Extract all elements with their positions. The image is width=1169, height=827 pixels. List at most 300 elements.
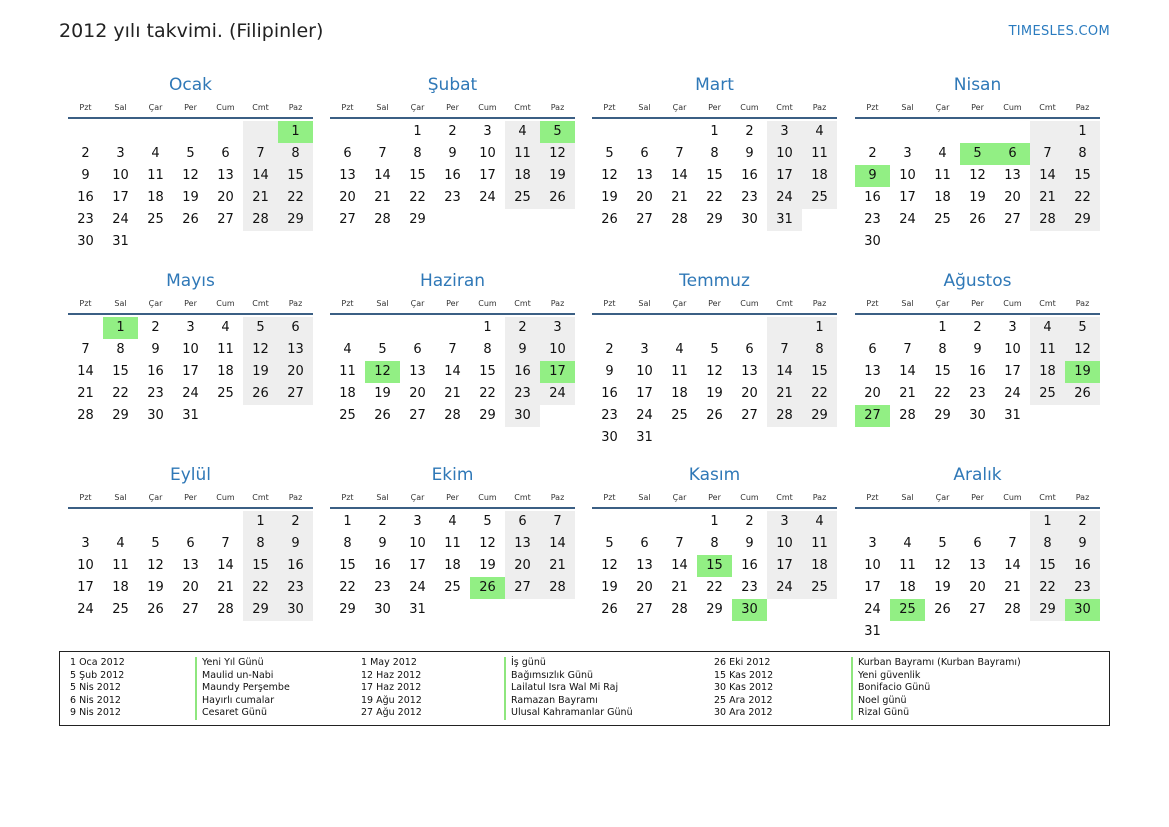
day-cell[interactable]: 3 [81, 536, 90, 551]
day-cell[interactable]: 26 [182, 212, 199, 227]
day-cell[interactable]: 17 [77, 580, 94, 595]
day-cell[interactable]: 1 [1065, 121, 1100, 143]
day-cell[interactable]: 10 [479, 146, 496, 161]
day-cell[interactable]: 18 [899, 580, 916, 595]
day-cell[interactable]: 8 [710, 536, 719, 551]
day-cell[interactable]: 9 [605, 364, 614, 379]
day-cell[interactable]: 28 [217, 602, 234, 617]
day-cell[interactable]: 16 [741, 168, 758, 183]
day-cell[interactable]: 29 [802, 405, 837, 427]
day-cell[interactable]: 12 [182, 168, 199, 183]
day-cell[interactable]: 3 [413, 514, 422, 529]
day-cell[interactable]: 20 [217, 190, 234, 205]
day-cell[interactable]: 1 [243, 511, 278, 533]
day-cell[interactable]: 23 [278, 577, 313, 599]
day-cell[interactable]: 15 [706, 168, 723, 183]
day-cell[interactable]: 15 [278, 165, 313, 187]
day-cell[interactable]: 19 [934, 580, 951, 595]
day-cell[interactable]: 1 [1030, 511, 1065, 533]
day-cell[interactable]: 13 [278, 339, 313, 361]
day-cell[interactable]: 29 [278, 209, 313, 231]
day-cell[interactable]: 7 [378, 146, 387, 161]
day-cell[interactable]: 17 [899, 190, 916, 205]
day-cell[interactable]: 8 [710, 146, 719, 161]
day-cell[interactable]: 2 [378, 514, 387, 529]
day-cell[interactable]: 9 [81, 168, 90, 183]
day-cell[interactable]: 14 [374, 168, 391, 183]
day-cell[interactable]: 29 [1030, 599, 1065, 621]
day-cell[interactable]: 24 [767, 187, 802, 209]
day-cell[interactable]: 28 [540, 577, 575, 599]
day-cell[interactable]: 12 [243, 339, 278, 361]
day-cell[interactable]: 13 [1004, 168, 1021, 183]
day-cell[interactable]: 2 [605, 342, 614, 357]
day-cell[interactable]: 9 [505, 339, 540, 361]
day-cell[interactable]: 16 [741, 558, 758, 573]
day-cell[interactable]: 2 [278, 511, 313, 533]
day-cell[interactable]: 13 [505, 533, 540, 555]
day-cell[interactable]: 22 [243, 577, 278, 599]
day-cell[interactable]: 5 [151, 536, 160, 551]
day-cell[interactable]: 2 [973, 320, 982, 335]
day-cell[interactable]: 26 [969, 212, 986, 227]
day-cell[interactable]: 13 [636, 168, 653, 183]
day-cell[interactable]: 20 [339, 190, 356, 205]
day-cell[interactable]: 19 [540, 165, 575, 187]
day-cell[interactable]: 18 [217, 364, 234, 379]
day-cell[interactable]: 18 [444, 558, 461, 573]
day-cell[interactable]: 16 [278, 555, 313, 577]
day-cell[interactable]: 8 [483, 342, 492, 357]
day-cell[interactable]: 18 [802, 555, 837, 577]
day-cell[interactable]: 21 [671, 190, 688, 205]
day-cell[interactable]: 5 [186, 146, 195, 161]
day-cell[interactable]: 21 [77, 386, 94, 401]
day-cell[interactable]: 28 [243, 209, 278, 231]
day-cell[interactable]: 4 [675, 342, 684, 357]
day-cell[interactable]: 29 [409, 212, 426, 227]
day-cell[interactable]: 24 [767, 577, 802, 599]
day-cell[interactable]: 6 [505, 511, 540, 533]
day-cell[interactable]: 3 [483, 124, 492, 139]
day-cell[interactable]: 23 [1065, 577, 1100, 599]
day-cell[interactable]: 31 [182, 408, 199, 423]
day-cell[interactable]: 3 [903, 146, 912, 161]
day-cell[interactable]: 21 [217, 580, 234, 595]
day-cell[interactable]: 30 [601, 430, 618, 445]
day-cell[interactable]: 17 [636, 386, 653, 401]
day-cell[interactable]: 9 [378, 536, 387, 551]
day-cell[interactable]: 22 [1065, 187, 1100, 209]
day-cell[interactable]: 14 [1004, 558, 1021, 573]
day-cell[interactable]: 31 [864, 624, 881, 639]
day-cell[interactable]: 27 [505, 577, 540, 599]
holiday-day-cell[interactable]: 5 [540, 121, 575, 143]
day-cell[interactable]: 1 [710, 124, 719, 139]
day-cell[interactable]: 31 [636, 430, 653, 445]
day-cell[interactable]: 7 [221, 536, 230, 551]
day-cell[interactable]: 11 [147, 168, 164, 183]
day-cell[interactable]: 20 [182, 580, 199, 595]
day-cell[interactable]: 4 [1030, 317, 1065, 339]
day-cell[interactable]: 3 [540, 317, 575, 339]
day-cell[interactable]: 2 [745, 124, 754, 139]
day-cell[interactable]: 4 [802, 511, 837, 533]
day-cell[interactable]: 24 [899, 212, 916, 227]
day-cell[interactable]: 1 [343, 514, 352, 529]
day-cell[interactable]: 3 [640, 342, 649, 357]
day-cell[interactable]: 5 [605, 146, 614, 161]
day-cell[interactable]: 23 [741, 580, 758, 595]
day-cell[interactable]: 7 [1030, 143, 1065, 165]
day-cell[interactable]: 18 [671, 386, 688, 401]
day-cell[interactable]: 7 [448, 342, 457, 357]
day-cell[interactable]: 3 [767, 121, 802, 143]
day-cell[interactable]: 20 [636, 580, 653, 595]
day-cell[interactable]: 3 [868, 536, 877, 551]
day-cell[interactable]: 7 [540, 511, 575, 533]
day-cell[interactable]: 26 [147, 602, 164, 617]
day-cell[interactable]: 7 [903, 342, 912, 357]
day-cell[interactable]: 16 [1065, 555, 1100, 577]
day-cell[interactable]: 9 [448, 146, 457, 161]
day-cell[interactable]: 8 [278, 143, 313, 165]
day-cell[interactable]: 19 [243, 361, 278, 383]
day-cell[interactable]: 16 [374, 558, 391, 573]
day-cell[interactable]: 10 [112, 168, 129, 183]
day-cell[interactable]: 3 [116, 146, 125, 161]
day-cell[interactable]: 23 [969, 386, 986, 401]
day-cell[interactable]: 7 [243, 143, 278, 165]
day-cell[interactable]: 1 [938, 320, 947, 335]
day-cell[interactable]: 20 [969, 580, 986, 595]
day-cell[interactable]: 2 [505, 317, 540, 339]
day-cell[interactable]: 11 [802, 533, 837, 555]
day-cell[interactable]: 12 [601, 168, 618, 183]
day-cell[interactable]: 14 [243, 165, 278, 187]
day-cell[interactable]: 31 [1004, 408, 1021, 423]
day-cell[interactable]: 17 [409, 558, 426, 573]
day-cell[interactable]: 23 [444, 190, 461, 205]
day-cell[interactable]: 22 [706, 580, 723, 595]
day-cell[interactable]: 14 [217, 558, 234, 573]
day-cell[interactable]: 17 [479, 168, 496, 183]
day-cell[interactable]: 23 [77, 212, 94, 227]
day-cell[interactable]: 8 [1030, 533, 1065, 555]
day-cell[interactable]: 10 [899, 168, 916, 183]
day-cell[interactable]: 9 [973, 342, 982, 357]
day-cell[interactable]: 9 [278, 533, 313, 555]
day-cell[interactable]: 21 [243, 187, 278, 209]
day-cell[interactable]: 16 [969, 364, 986, 379]
day-cell[interactable]: 17 [182, 364, 199, 379]
day-cell[interactable]: 15 [112, 364, 129, 379]
day-cell[interactable]: 22 [802, 383, 837, 405]
day-cell[interactable]: 21 [374, 190, 391, 205]
day-cell[interactable]: 28 [899, 408, 916, 423]
day-cell[interactable]: 28 [1004, 602, 1021, 617]
day-cell[interactable]: 9 [1065, 533, 1100, 555]
day-cell[interactable]: 22 [934, 386, 951, 401]
day-cell[interactable]: 9 [745, 146, 754, 161]
day-cell[interactable]: 23 [601, 408, 618, 423]
day-cell[interactable]: 6 [278, 317, 313, 339]
day-cell[interactable]: 15 [802, 361, 837, 383]
day-cell[interactable]: 21 [671, 580, 688, 595]
day-cell[interactable]: 28 [374, 212, 391, 227]
day-cell[interactable]: 24 [636, 408, 653, 423]
day-cell[interactable]: 27 [182, 602, 199, 617]
day-cell[interactable]: 6 [186, 536, 195, 551]
day-cell[interactable]: 6 [640, 146, 649, 161]
day-cell[interactable]: 29 [706, 212, 723, 227]
day-cell[interactable]: 12 [147, 558, 164, 573]
day-cell[interactable]: 9 [151, 342, 160, 357]
day-cell[interactable]: 14 [540, 533, 575, 555]
day-cell[interactable]: 9 [745, 536, 754, 551]
day-cell[interactable]: 26 [243, 383, 278, 405]
holiday-day-cell[interactable]: 30 [732, 599, 767, 621]
day-cell[interactable]: 15 [339, 558, 356, 573]
day-cell[interactable]: 15 [934, 364, 951, 379]
day-cell[interactable]: 10 [636, 364, 653, 379]
day-cell[interactable]: 27 [1004, 212, 1021, 227]
day-cell[interactable]: 19 [479, 558, 496, 573]
day-cell[interactable]: 3 [1008, 320, 1017, 335]
day-cell[interactable]: 23 [864, 212, 881, 227]
day-cell[interactable]: 24 [1004, 386, 1021, 401]
day-cell[interactable]: 7 [1008, 536, 1017, 551]
day-cell[interactable]: 23 [374, 580, 391, 595]
day-cell[interactable]: 11 [934, 168, 951, 183]
day-cell[interactable]: 16 [601, 386, 618, 401]
day-cell[interactable]: 18 [147, 190, 164, 205]
day-cell[interactable]: 11 [802, 143, 837, 165]
day-cell[interactable]: 31 [767, 209, 802, 231]
day-cell[interactable]: 10 [767, 143, 802, 165]
day-cell[interactable]: 22 [409, 190, 426, 205]
day-cell[interactable]: 26 [601, 212, 618, 227]
day-cell[interactable]: 22 [706, 190, 723, 205]
day-cell[interactable]: 30 [374, 602, 391, 617]
day-cell[interactable]: 14 [444, 364, 461, 379]
day-cell[interactable]: 15 [409, 168, 426, 183]
day-cell[interactable]: 3 [186, 320, 195, 335]
day-cell[interactable]: 19 [182, 190, 199, 205]
holiday-day-cell[interactable]: 6 [995, 143, 1030, 165]
day-cell[interactable]: 16 [147, 364, 164, 379]
day-cell[interactable]: 6 [973, 536, 982, 551]
day-cell[interactable]: 29 [112, 408, 129, 423]
day-cell[interactable]: 29 [243, 599, 278, 621]
day-cell[interactable]: 10 [409, 536, 426, 551]
day-cell[interactable]: 14 [899, 364, 916, 379]
day-cell[interactable]: 26 [374, 408, 391, 423]
day-cell[interactable]: 18 [505, 165, 540, 187]
day-cell[interactable]: 2 [745, 514, 754, 529]
day-cell[interactable]: 28 [671, 212, 688, 227]
day-cell[interactable]: 15 [1065, 165, 1100, 187]
holiday-day-cell[interactable]: 1 [103, 317, 138, 339]
day-cell[interactable]: 16 [77, 190, 94, 205]
day-cell[interactable]: 4 [116, 536, 125, 551]
day-cell[interactable]: 27 [969, 602, 986, 617]
day-cell[interactable]: 6 [745, 342, 754, 357]
day-cell[interactable]: 21 [767, 383, 802, 405]
day-cell[interactable]: 2 [1065, 511, 1100, 533]
day-cell[interactable]: 8 [343, 536, 352, 551]
day-cell[interactable]: 25 [802, 187, 837, 209]
day-cell[interactable]: 28 [444, 408, 461, 423]
day-cell[interactable]: 29 [339, 602, 356, 617]
day-cell[interactable]: 30 [505, 405, 540, 427]
day-cell[interactable]: 3 [767, 511, 802, 533]
day-cell[interactable]: 5 [483, 514, 492, 529]
day-cell[interactable]: 12 [540, 143, 575, 165]
day-cell[interactable]: 1 [710, 514, 719, 529]
day-cell[interactable]: 22 [278, 187, 313, 209]
day-cell[interactable]: 13 [339, 168, 356, 183]
day-cell[interactable]: 12 [479, 536, 496, 551]
brand-link[interactable]: TIMESLES.COM [1008, 24, 1110, 39]
day-cell[interactable]: 26 [934, 602, 951, 617]
day-cell[interactable]: 7 [767, 339, 802, 361]
day-cell[interactable]: 20 [864, 386, 881, 401]
day-cell[interactable]: 18 [1030, 361, 1065, 383]
day-cell[interactable]: 28 [671, 602, 688, 617]
day-cell[interactable]: 4 [151, 146, 160, 161]
day-cell[interactable]: 5 [378, 342, 387, 357]
day-cell[interactable]: 20 [278, 361, 313, 383]
day-cell[interactable]: 20 [505, 555, 540, 577]
holiday-day-cell[interactable]: 26 [470, 577, 505, 599]
day-cell[interactable]: 5 [938, 536, 947, 551]
day-cell[interactable]: 17 [1004, 364, 1021, 379]
day-cell[interactable]: 4 [903, 536, 912, 551]
day-cell[interactable]: 4 [505, 121, 540, 143]
day-cell[interactable]: 2 [448, 124, 457, 139]
day-cell[interactable]: 20 [741, 386, 758, 401]
day-cell[interactable]: 27 [339, 212, 356, 227]
holiday-day-cell[interactable]: 25 [890, 599, 925, 621]
day-cell[interactable]: 23 [741, 190, 758, 205]
day-cell[interactable]: 4 [938, 146, 947, 161]
day-cell[interactable]: 11 [505, 143, 540, 165]
day-cell[interactable]: 15 [1030, 555, 1065, 577]
day-cell[interactable]: 24 [540, 383, 575, 405]
day-cell[interactable]: 31 [112, 234, 129, 249]
day-cell[interactable]: 26 [540, 187, 575, 209]
day-cell[interactable]: 30 [969, 408, 986, 423]
day-cell[interactable]: 11 [444, 536, 461, 551]
day-cell[interactable]: 26 [601, 602, 618, 617]
day-cell[interactable]: 25 [505, 187, 540, 209]
day-cell[interactable]: 22 [112, 386, 129, 401]
day-cell[interactable]: 26 [1065, 383, 1100, 405]
day-cell[interactable]: 14 [1030, 165, 1065, 187]
day-cell[interactable]: 23 [505, 383, 540, 405]
day-cell[interactable]: 27 [636, 602, 653, 617]
day-cell[interactable]: 7 [675, 536, 684, 551]
day-cell[interactable]: 11 [217, 342, 234, 357]
day-cell[interactable]: 13 [864, 364, 881, 379]
day-cell[interactable]: 22 [479, 386, 496, 401]
day-cell[interactable]: 2 [868, 146, 877, 161]
day-cell[interactable]: 4 [802, 121, 837, 143]
day-cell[interactable]: 11 [112, 558, 129, 573]
day-cell[interactable]: 22 [1030, 577, 1065, 599]
day-cell[interactable]: 24 [479, 190, 496, 205]
day-cell[interactable]: 28 [77, 408, 94, 423]
day-cell[interactable]: 14 [77, 364, 94, 379]
day-cell[interactable]: 27 [741, 408, 758, 423]
day-cell[interactable]: 13 [969, 558, 986, 573]
day-cell[interactable]: 16 [505, 361, 540, 383]
day-cell[interactable]: 24 [409, 580, 426, 595]
day-cell[interactable]: 4 [448, 514, 457, 529]
day-cell[interactable]: 12 [934, 558, 951, 573]
holiday-day-cell[interactable]: 12 [365, 361, 400, 383]
day-cell[interactable]: 25 [339, 408, 356, 423]
day-cell[interactable]: 8 [802, 339, 837, 361]
day-cell[interactable]: 21 [899, 386, 916, 401]
day-cell[interactable]: 24 [77, 602, 94, 617]
day-cell[interactable]: 28 [1030, 209, 1065, 231]
day-cell[interactable]: 6 [640, 536, 649, 551]
holiday-day-cell[interactable]: 17 [540, 361, 575, 383]
day-cell[interactable]: 6 [343, 146, 352, 161]
day-cell[interactable]: 24 [864, 602, 881, 617]
day-cell[interactable]: 12 [969, 168, 986, 183]
day-cell[interactable]: 28 [767, 405, 802, 427]
day-cell[interactable]: 25 [217, 386, 234, 401]
holiday-day-cell[interactable]: 30 [1065, 599, 1100, 621]
day-cell[interactable]: 29 [934, 408, 951, 423]
day-cell[interactable]: 25 [444, 580, 461, 595]
holiday-day-cell[interactable]: 19 [1065, 361, 1100, 383]
day-cell[interactable]: 10 [540, 339, 575, 361]
day-cell[interactable]: 14 [767, 361, 802, 383]
day-cell[interactable]: 25 [671, 408, 688, 423]
day-cell[interactable]: 24 [112, 212, 129, 227]
day-cell[interactable]: 18 [112, 580, 129, 595]
day-cell[interactable]: 17 [112, 190, 129, 205]
day-cell[interactable]: 19 [601, 580, 618, 595]
day-cell[interactable]: 11 [339, 364, 356, 379]
day-cell[interactable]: 23 [147, 386, 164, 401]
day-cell[interactable]: 1 [483, 320, 492, 335]
day-cell[interactable]: 18 [802, 165, 837, 187]
day-cell[interactable]: 1 [802, 317, 837, 339]
day-cell[interactable]: 10 [1004, 342, 1021, 357]
day-cell[interactable]: 20 [636, 190, 653, 205]
day-cell[interactable]: 12 [1065, 339, 1100, 361]
day-cell[interactable]: 4 [221, 320, 230, 335]
day-cell[interactable]: 27 [636, 212, 653, 227]
day-cell[interactable]: 7 [675, 146, 684, 161]
day-cell[interactable]: 18 [934, 190, 951, 205]
day-cell[interactable]: 11 [899, 558, 916, 573]
day-cell[interactable]: 15 [243, 555, 278, 577]
day-cell[interactable]: 27 [409, 408, 426, 423]
day-cell[interactable]: 25 [112, 602, 129, 617]
holiday-day-cell[interactable]: 9 [855, 165, 890, 187]
day-cell[interactable]: 19 [706, 386, 723, 401]
day-cell[interactable]: 22 [339, 580, 356, 595]
day-cell[interactable]: 12 [601, 558, 618, 573]
day-cell[interactable]: 26 [706, 408, 723, 423]
day-cell[interactable]: 25 [934, 212, 951, 227]
